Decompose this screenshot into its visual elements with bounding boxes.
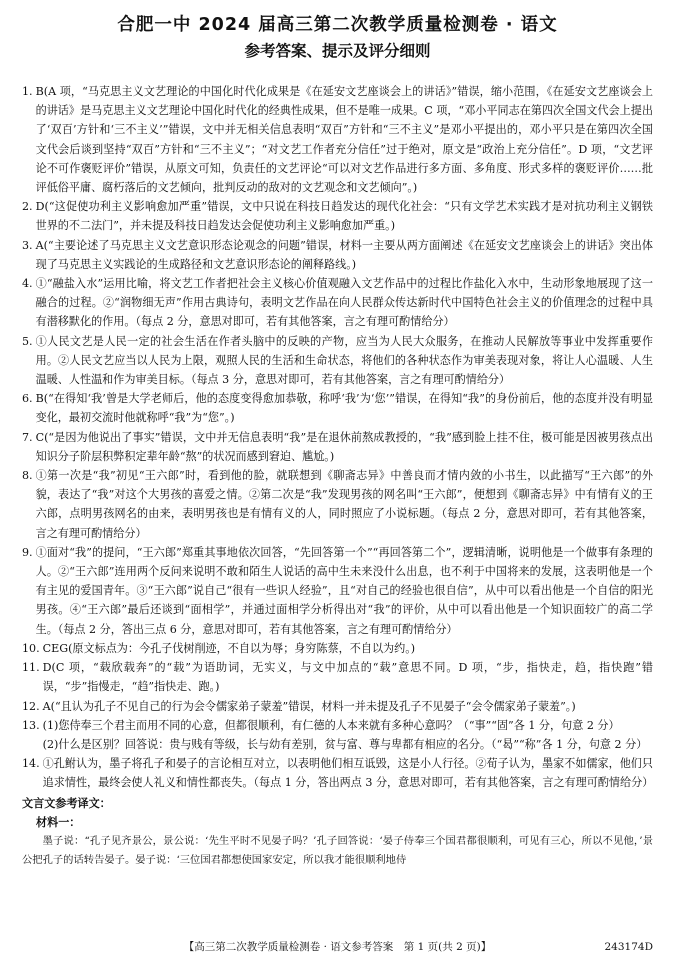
- answer-item: [22, 332, 653, 390]
- answer-number: 1.: [22, 85, 33, 98]
- answer-paragraph: B(“在得知‘我’曾是大学老师后，他的态度变得愈加恭敬，称呼‘我’为‘您’”错误，在得知“我”的身份前后，他的态度并没有明显变化，最初交流时他就称呼“我”为“您”。): [35, 392, 653, 425]
- translation-heading: 文言文参考译文：: [22, 796, 111, 810]
- answer-paragraph: (2)什么是区别？回答说：贵与贱有等级，长与幼有差别，贫与富、尊与卑都有相应的名分。（“曷”“称”各 1 分，句意 2 分）: [42, 737, 648, 751]
- answer-number: 5.: [22, 334, 33, 348]
- answer-item: [22, 236, 653, 274]
- answer-number: 3.: [22, 238, 33, 252]
- answer-paragraph: ①孔鲋认为，墨子将孔子和晏子的言论相互对立，以表明他们相互诋毁，这是小人行径。②荀子认为，墨家不如儒家，他们只追求情性，最终会使人礼义和情性都丧失。（每点 1 分，答出两点 3 分，意思对即可，若有其他答案，言之有理可酌情给分）: [42, 757, 654, 790]
- answer-item: [22, 389, 653, 427]
- answer-text: [36, 332, 653, 390]
- answer-number: 4.: [22, 277, 33, 291]
- answer-item: [22, 466, 653, 543]
- answer-item: [22, 543, 653, 639]
- material-label: 材料一：: [36, 815, 81, 829]
- footer-code: 243174D: [604, 941, 653, 953]
- answer-text: [36, 466, 653, 543]
- answer-text: [43, 754, 653, 792]
- answer-paragraph: D(“这促使功利主义影响愈加严重”错误，文中只说在科技日趋发达的现代化社会：“只有文学艺术实践才是对抗功利主义钢铁世界的不二法门”，并未提及科技日趋发达会促使功利主义影响愈加严重。): [35, 200, 653, 233]
- answer-number: 14.: [22, 757, 40, 771]
- answer-number: 9.: [22, 545, 33, 559]
- answer-text: [36, 428, 653, 466]
- answer-item: [22, 274, 653, 332]
- answer-text: [36, 197, 653, 235]
- answer-item: [22, 754, 653, 792]
- answer-text: [36, 543, 653, 639]
- answer-text: [43, 697, 653, 716]
- answer-paragraph: (1)您侍奉三个君主而用不同的心意，但都很顺利，有仁德的人本来就有多种心意吗？（“事”“固”各 1 分，句意 2 分）: [42, 718, 620, 732]
- answer-item: [22, 697, 653, 716]
- answer-text: [43, 639, 653, 658]
- translation-text: 墨子说：“孔子见齐景公，景公说：‘先生平时不见晏子吗？’孔子回答说：‘晏子侍奉三个国君都很顺利，可见有三心，所以不见他，’景公把孔子的话转告晏子。晏子说：‘三位国君都想使国家安定，所以我才能很顺利地侍: [22, 834, 653, 866]
- page-footer: [22, 940, 653, 954]
- answer-item: [22, 428, 653, 466]
- answer-text: [36, 274, 653, 332]
- answer-list: [22, 82, 653, 793]
- answer-item: [22, 716, 653, 754]
- answer-paragraph: A(“且认为孔子不见自己的行为会令儒家弟子蒙羞”错误，材料一并未提及孔子不见晏子“会令儒家弟子蒙羞”。): [42, 699, 576, 713]
- answer-text: [43, 716, 653, 754]
- answer-paragraph: ①“融盐入水”运用比喻，将文艺工作者把社会主义核心价值观融入文艺作品中的过程比作盐化入水中，生动形象地展现了这一融合的过程。②“润物细无声”作用古典诗句，表明文艺作品在向人民群众传达新时代中国特色社会主义的价值理念的过程中具有潜移默化的作用。（每点 2 分，意思对即可，若有其他答案，言之有理可酌情给分）: [35, 277, 653, 329]
- answer-number: 13.: [22, 718, 40, 732]
- answer-paragraph: A(“主要论述了马克思主义文艺意识形态论观念的问题”错误，材料一主要从两方面阐述《在延安文艺座谈会上的讲话》突出体现了马克思主义实践论的生成路径和文艺意识形态论的阐释路线。): [35, 238, 653, 271]
- answer-number: 8.: [22, 469, 33, 483]
- answer-paragraph: CEG(原文标点为：今孔子伐树削迹，不自以为辱；身穷陈蔡，不自以为约。): [42, 641, 416, 655]
- answer-number: 10.: [22, 641, 40, 655]
- answer-number: 7.: [22, 430, 33, 444]
- answer-text: [36, 82, 653, 197]
- footer-page-info: 【高三第二次教学质量检测卷 · 语文参考答案 第 1 页(共 2 页)】: [183, 941, 492, 953]
- answer-item: [22, 197, 653, 235]
- answer-text: [36, 389, 653, 427]
- answer-paragraph: ①第一次是“我”初见“王六郎”时，看到他的脸，就联想到《聊斋志异》中善良而才情内敛的小书生，以此描写“王六郎”的外貌，表达了“我”对这个大男孩的喜爱之情。②第二次是“我”发现男孩的网名叫“王六郎”，便想到《聊斋志异》中有情有义的王六郎，点明男孩网名的由来，表明男孩也是有情有义的人，同时照应了小说标题。（每点 2 分，意思对即可，若有其他答案，言之有理可酌情给分）: [35, 469, 653, 540]
- answer-number: 6.: [22, 392, 33, 406]
- answer-paragraph: ①面对“我”的提问，“王六郎”郑重其事地依次回答，“先回答第一个”“再回答第二个”，逻辑清晰，说明他是一个做事有条理的人。②“王六郎”连用两个反问来说明不敢和陌生人说话的高中生未来没什么出息，也不利于中国将来的发展，这表明他是一个有主见的爱国青年。③“王六郎”说自己“很有一些识人经验”，且“对自己的经验也很自信”，从中可以看出他是一个自信的阳光男孩。④“王六郎”最后还谈到“面相学”，并通过面相学分析得出对“我”的评价，从中可以看出他是一个知识面较广的高二学生。（每点 2 分，答出三点 6 分，意思对即可，若有其他答案，言之有理可酌情给分）: [35, 545, 653, 636]
- answer-paragraph: D(C 项，“载欣载奔”的“载”为语助词，无实义，与文中加点的“载”意思不同。D 项，“步，指快走，趋，指快跑”错误，“步”指慢走，“趋”指快走、跑。): [42, 661, 653, 694]
- answer-item: [22, 658, 653, 696]
- page-title: 合肥一中 2024 届高三第二次教学质量检测卷 · 语文: [117, 15, 558, 35]
- answer-paragraph: ①人民文艺是人民一定的社会生活在作者头脑中的反映的产物，应当为人民大众服务，在推动人民解放等事业中发挥重要作用。②人民文艺应当以人民为上限，观照人民的生活和生命状态，将他们的各种状态作为审美表现对象，将让人心温暖、人生温暖、人性温和作为审美目标。（每点 3 分，意思对即可，若有其他答案，言之有理可酌情给分）: [35, 334, 653, 387]
- answer-item: [22, 82, 653, 197]
- answer-number: 12.: [22, 699, 40, 713]
- answer-paragraph: B(A 项，“马克思主义文艺理论的中国化时代化成果是《在延安文艺座谈会上的讲话》”错误，缩小范围，《在延安文艺座谈会上的讲话》是马克思主义文艺理论中国化时代化的经典性成果，但不是唯一成果。C 项，“邓小平同志在第四次全国文代会上提出了‘双百’方针和‘三不主义’”错误，文中并无相关信息表明“双百”方针和“三不主义”是邓小平提出的，邓小平只是在第四次全国文代会后谈到坚持“双百”方针和“三不主义”；“对文艺工作者充分信任”过于绝对，原文是“政治上充分信任”。D 项，“文艺评论不可作褒贬评价”错误，从原文可知，负责任的文艺评论“可以对文艺作品进行多方面、多角度、形式多样的褒贬评价……批评低俗平庸、腐朽落后的文艺倾向，批判反动的敌对的文艺观念和文艺倾向”。): [35, 85, 653, 195]
- answer-number: 11.: [22, 661, 40, 675]
- answer-text: [36, 236, 653, 274]
- answer-paragraph: C(“是因为他说出了事实”错误，文中并无信息表明“我”是在退休前熬成教授的，“我”感到脸上挂不住，极可能是因被男孩点出知识分子阶层积弊积定辈年龄“熬”的状况而感到窘迫、尴尬。): [35, 430, 653, 463]
- answer-number: 2.: [22, 200, 33, 214]
- answer-text: [43, 658, 653, 696]
- page-subtitle: 参考答案、提示及评分细则: [244, 42, 431, 60]
- answer-item: [22, 639, 653, 658]
